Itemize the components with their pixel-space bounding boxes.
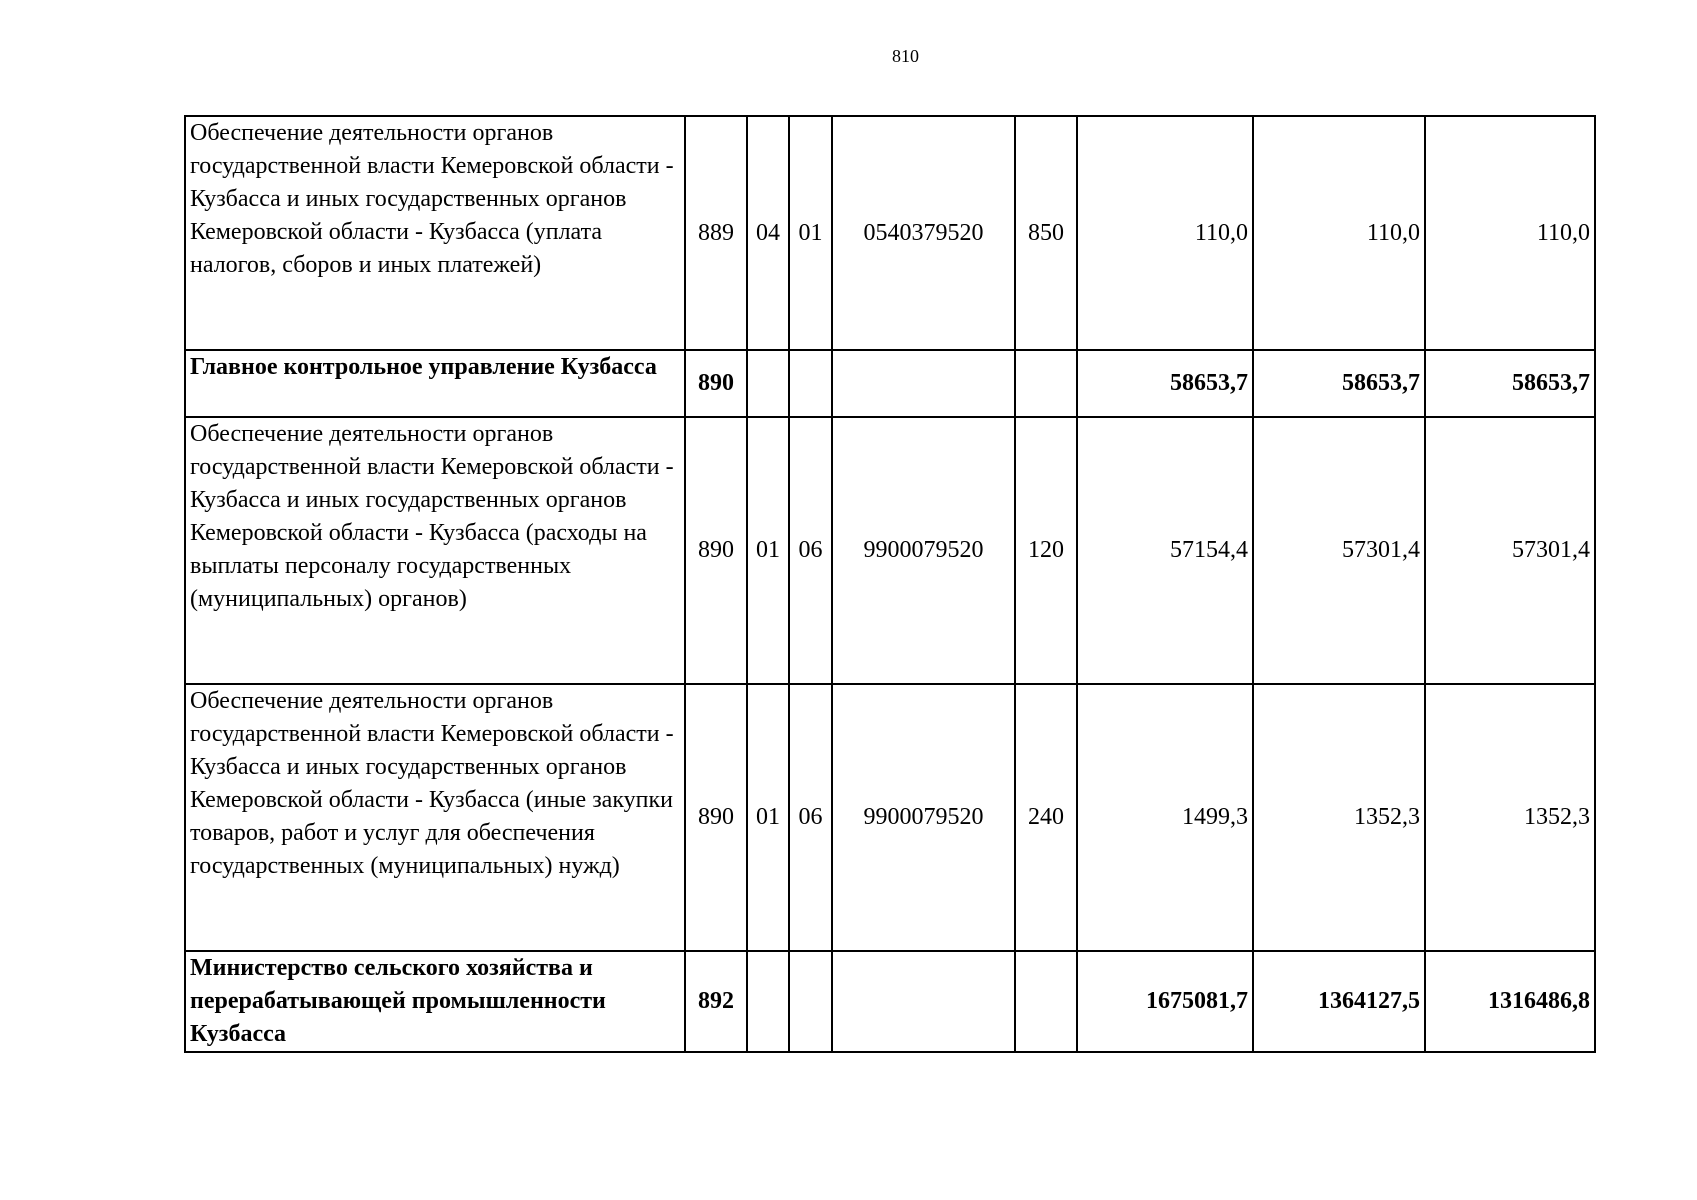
- page-number: 810: [892, 46, 919, 66]
- table-row: [185, 116, 1595, 350]
- pr-cell: [789, 951, 832, 1052]
- csr-cell: 0540379520: [832, 116, 1015, 350]
- pr-cell: 01: [789, 116, 832, 350]
- value-year3-cell: 58653,7: [1425, 350, 1595, 417]
- value-year1-cell: 58653,7: [1077, 350, 1253, 417]
- budget-table: [184, 115, 1596, 1053]
- rz-cell: 01: [747, 684, 789, 951]
- value-year3-cell: 110,0: [1425, 116, 1595, 350]
- rz-cell: [747, 951, 789, 1052]
- csr-cell: 9900079520: [832, 684, 1015, 951]
- ved-cell: 889: [685, 116, 747, 350]
- ved-cell: 890: [685, 350, 747, 417]
- vr-cell: 240: [1015, 684, 1077, 951]
- table-row: [185, 350, 1595, 417]
- csr-cell: [832, 350, 1015, 417]
- row-name-cell: Министерство сельского хозяйства и перерабатывающей промышленности Кузбасса: [185, 951, 685, 1052]
- csr-cell: 9900079520: [832, 417, 1015, 684]
- vr-cell: [1015, 350, 1077, 417]
- vr-cell: [1015, 951, 1077, 1052]
- value-year1-cell: 57154,4: [1077, 417, 1253, 684]
- row-name-cell: Обеспечение деятельности органов государственной власти Кемеровской области - Кузбасса и иных государственных органов Кемеровской области - Кузбасса (уплата налогов, сборов и иных платежей): [185, 116, 685, 350]
- value-year2-cell: 1352,3: [1253, 684, 1425, 951]
- row-name-cell: Обеспечение деятельности органов государственной власти Кемеровской области - Кузбасса и иных государственных органов Кемеровской области - Кузбасса (иные закупки товаров, работ и услуг для обеспечения государственных (муниципальных) нужд): [185, 684, 685, 951]
- row-name-cell: Обеспечение деятельности органов государственной власти Кемеровской области - Кузбасса и иных государственных органов Кемеровской области - Кузбасса (расходы на выплаты персоналу государственных (муниципальных) органов): [185, 417, 685, 684]
- ved-cell: 890: [685, 684, 747, 951]
- vr-cell: 120: [1015, 417, 1077, 684]
- value-year2-cell: 110,0: [1253, 116, 1425, 350]
- value-year1-cell: 1499,3: [1077, 684, 1253, 951]
- value-year3-cell: 1352,3: [1425, 684, 1595, 951]
- value-year1-cell: 110,0: [1077, 116, 1253, 350]
- ved-cell: 892: [685, 951, 747, 1052]
- pr-cell: 06: [789, 684, 832, 951]
- pr-cell: 06: [789, 417, 832, 684]
- vr-cell: 850: [1015, 116, 1077, 350]
- row-name-cell: Главное контрольное управление Кузбасса: [185, 350, 685, 417]
- value-year2-cell: 58653,7: [1253, 350, 1425, 417]
- rz-cell: 01: [747, 417, 789, 684]
- rz-cell: 04: [747, 116, 789, 350]
- rz-cell: [747, 350, 789, 417]
- value-year3-cell: 1316486,8: [1425, 951, 1595, 1052]
- value-year2-cell: 1364127,5: [1253, 951, 1425, 1052]
- table-row: [185, 684, 1595, 951]
- value-year2-cell: 57301,4: [1253, 417, 1425, 684]
- csr-cell: [832, 951, 1015, 1052]
- pr-cell: [789, 350, 832, 417]
- table-row: [185, 417, 1595, 684]
- table-row: [185, 951, 1595, 1052]
- value-year1-cell: 1675081,7: [1077, 951, 1253, 1052]
- value-year3-cell: 57301,4: [1425, 417, 1595, 684]
- ved-cell: 890: [685, 417, 747, 684]
